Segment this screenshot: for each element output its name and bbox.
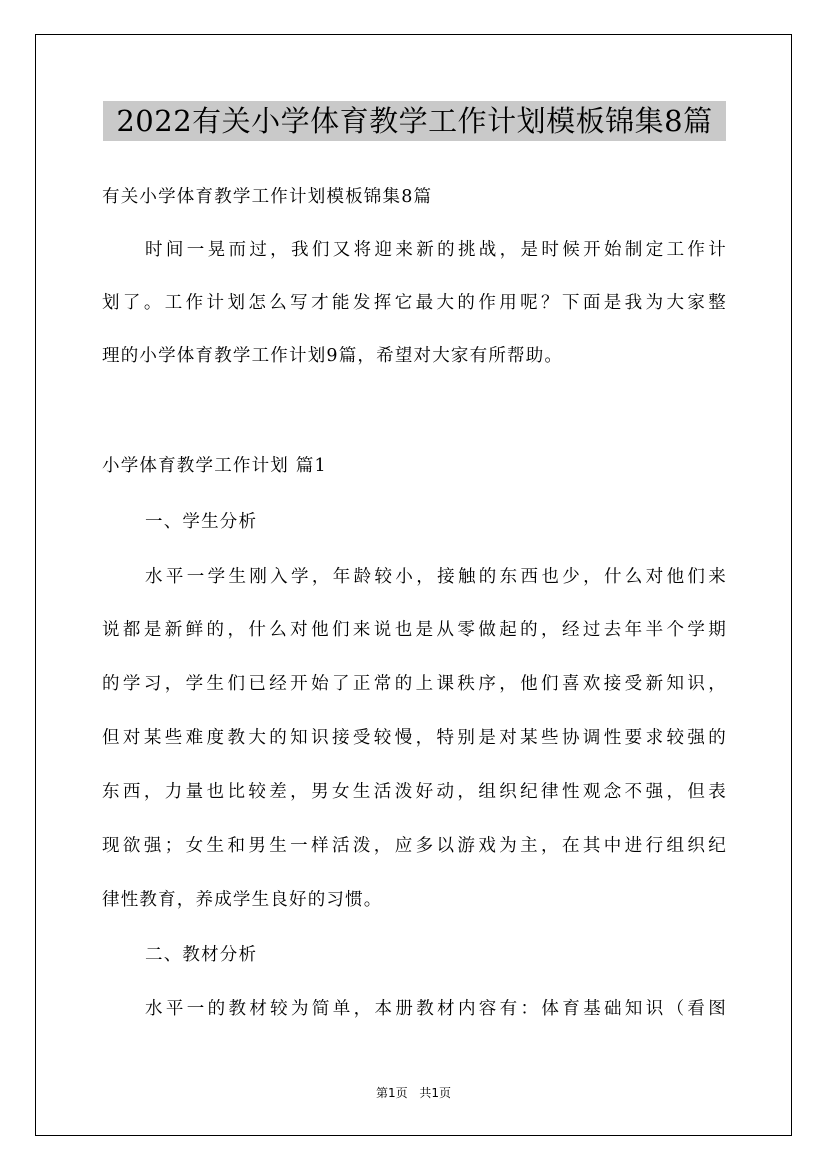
document-subtitle: 有关小学体育教学工作计划模板锦集8篇: [102, 187, 433, 207]
page-total: 共1页: [419, 1086, 452, 1100]
part1-line-2: 说都是新鲜的，什么对他们来说也是从零做起的，经过去年半个学期: [102, 620, 727, 640]
part1-line-5: 东西，力量也比较差，男女生活泼好动，组织纪律性观念不强，但表: [102, 782, 727, 802]
part1-heading: 一、学生分析: [145, 512, 258, 532]
intro-line-2: 划了。工作计划怎么写才能发挥它最大的作用呢？下面是我为大家整: [102, 293, 727, 313]
part1-line-4: 但对某些难度教大的知识接受较慢，特别是对某些协调性要求较强的: [102, 728, 727, 748]
document-title: 2022有关小学体育教学工作计划模板锦集8篇: [103, 101, 726, 141]
intro-line-3: 理的小学体育教学工作计划9篇，希望对大家有所帮助。: [102, 346, 564, 366]
part1-line-3: 的学习，学生们已经开始了正常的上课秩序，他们喜欢接受新知识，: [102, 674, 727, 694]
part1-line-7: 律性教育，养成学生良好的习惯。: [102, 890, 383, 910]
part1-line-6: 现欲强；女生和男生一样活泼，应多以游戏为主，在其中进行组织纪: [102, 836, 727, 856]
page-current: 第1页: [375, 1086, 408, 1100]
part1-line-1: 水平一学生刚入学，年龄较小，接触的东西也少，什么对他们来: [145, 567, 727, 587]
page-footer: [0, 1084, 827, 1101]
section-heading: 小学体育教学工作计划 篇1: [102, 456, 327, 476]
intro-line-1: 时间一晃而过，我们又将迎来新的挑战，是时候开始制定工作计: [145, 240, 727, 260]
part2-line-1: 水平一的教材较为简单，本册教材内容有：体育基础知识（看图: [145, 999, 727, 1019]
part2-heading: 二、教材分析: [145, 945, 258, 965]
